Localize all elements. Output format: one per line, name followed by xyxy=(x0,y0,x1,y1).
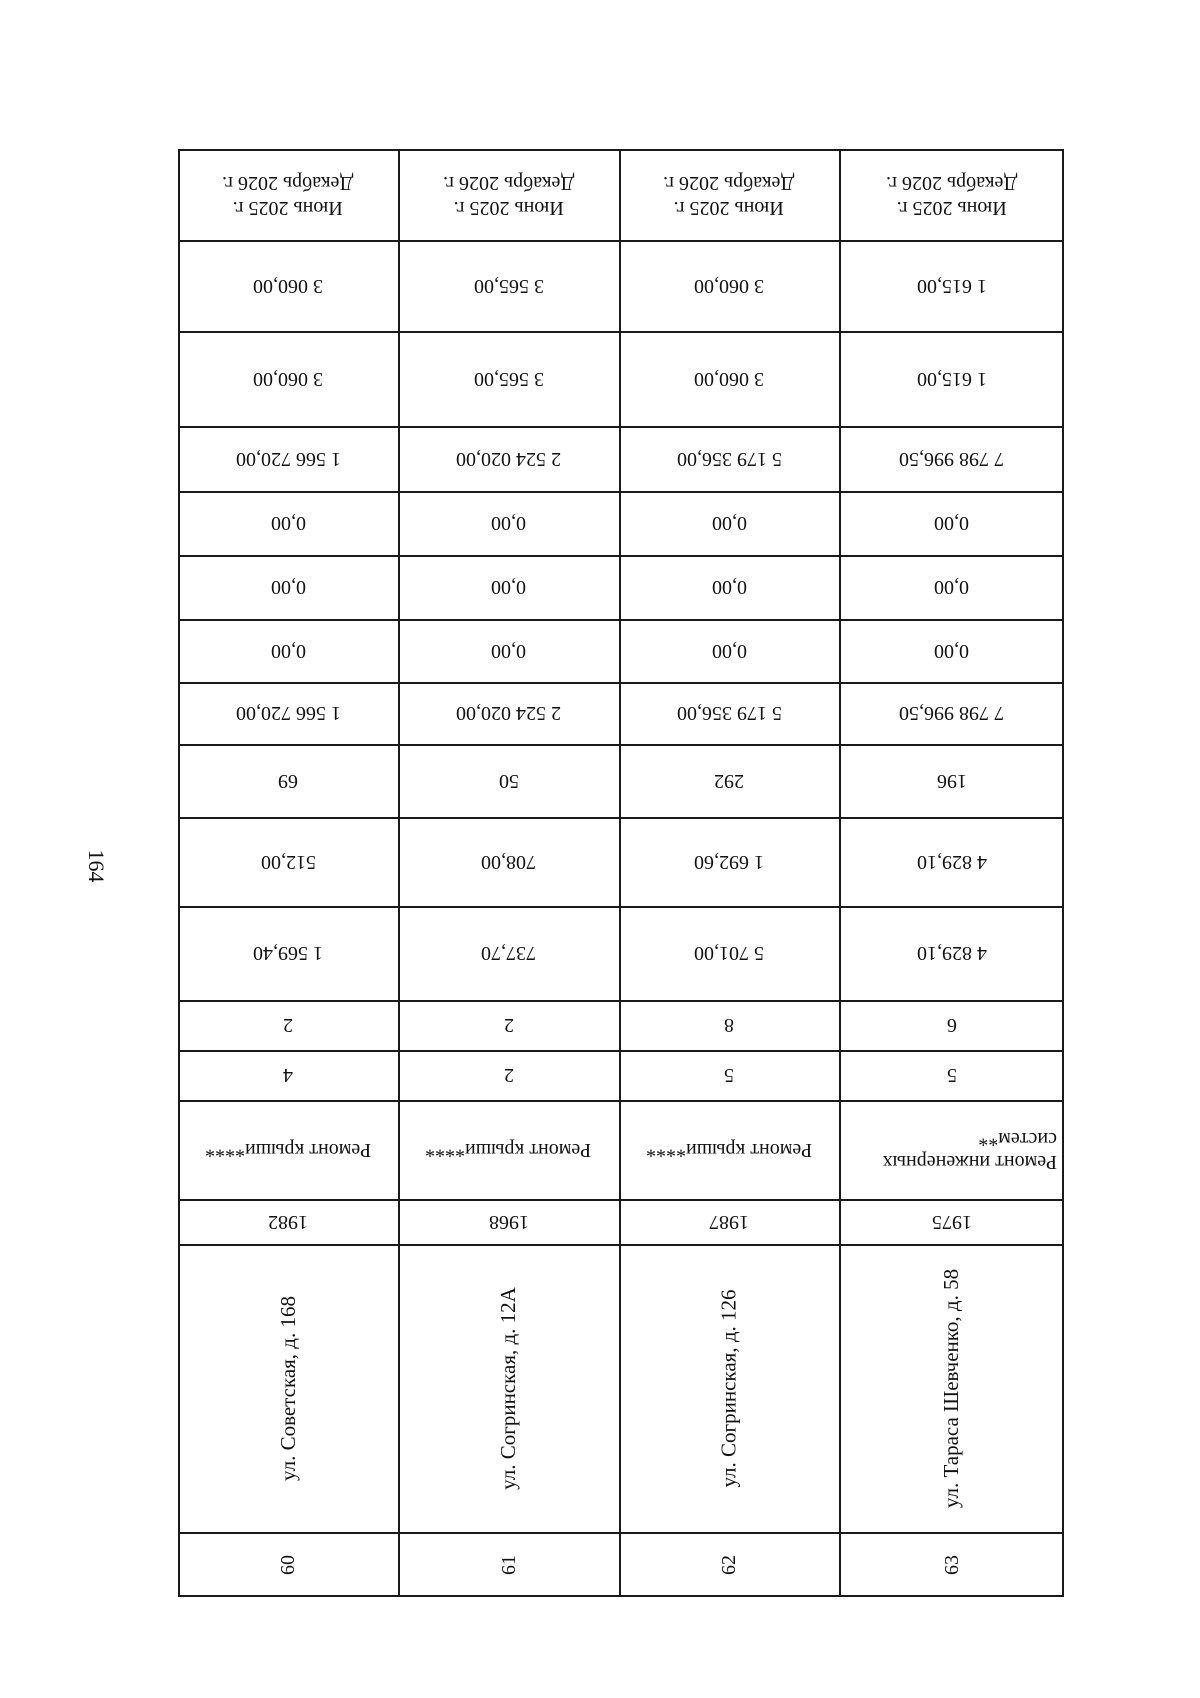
row-number-cell xyxy=(178,1532,398,1597)
fund-federal-cell xyxy=(619,619,839,682)
entrances: 2 xyxy=(503,1014,514,1036)
repair-schedule-table xyxy=(178,149,1064,1597)
work-type-cell xyxy=(398,1100,619,1199)
residents: 292 xyxy=(714,769,744,792)
living-area: 512,00 xyxy=(260,850,316,873)
total-area: 737,70 xyxy=(481,942,536,964)
work-type-cell xyxy=(178,1100,398,1199)
year-cell xyxy=(398,1199,619,1244)
period-end: Декабрь 2026 г. xyxy=(222,171,354,194)
fund-local-cell xyxy=(398,491,619,555)
fund-federal-cell xyxy=(398,619,619,682)
fund-owners: 7 798 996,50 xyxy=(899,447,1004,470)
unit-cost-cell xyxy=(178,331,398,426)
address-cell xyxy=(398,1244,619,1532)
floors-cell xyxy=(839,1050,1064,1100)
period-cell xyxy=(619,149,839,240)
entrances-cell xyxy=(619,1000,839,1050)
year-built: 1982 xyxy=(268,1210,308,1233)
fund-local-cell xyxy=(178,491,398,555)
page-number: 164 xyxy=(84,849,109,883)
fund-local: 0,00 xyxy=(270,512,306,534)
fund-local: 0,00 xyxy=(491,512,526,534)
year-built: 1987 xyxy=(709,1210,749,1233)
work-type: Ремонт инженерных систем** xyxy=(882,1127,1057,1173)
fund-regional: 0,00 xyxy=(934,576,969,598)
limit-cost: 3 060,00 xyxy=(253,274,323,297)
address-cell xyxy=(839,1244,1064,1532)
fund-federal-cell xyxy=(178,619,398,682)
address: ул. Согринская, д. 12А xyxy=(495,1286,520,1490)
row-number-cell xyxy=(398,1532,619,1597)
limit-cost: 3 565,00 xyxy=(473,274,544,297)
row-number-cell xyxy=(839,1532,1064,1597)
fund-owners-cell xyxy=(619,426,839,491)
period-start: Июнь 2025 г. xyxy=(896,196,1007,219)
residents: 69 xyxy=(278,769,298,792)
living-area-cell xyxy=(839,817,1064,906)
fund-owners-cell xyxy=(839,426,1064,491)
total-area-cell xyxy=(839,906,1064,1000)
row-number: 62 xyxy=(718,1554,740,1575)
floors: 5 xyxy=(946,1064,957,1086)
cost-total: 7 798 996,50 xyxy=(899,702,1004,724)
year-built: 1968 xyxy=(488,1210,529,1233)
limit-cost-cell xyxy=(839,240,1064,331)
total-area-cell xyxy=(398,906,619,1000)
residents-cell xyxy=(178,744,398,817)
fund-owners-cell xyxy=(178,426,398,491)
limit-cost-cell xyxy=(619,240,839,331)
year-built: 1975 xyxy=(931,1210,972,1233)
year-cell xyxy=(178,1199,398,1244)
residents: 50 xyxy=(498,769,519,792)
unit-cost: 3 565,00 xyxy=(473,367,544,390)
floors-cell xyxy=(398,1050,619,1100)
residents-cell xyxy=(398,744,619,817)
cost-total-cell xyxy=(178,682,398,744)
period-start: Июнь 2025 г. xyxy=(232,196,344,219)
unit-cost: 1 615,00 xyxy=(916,367,987,390)
work-type: Ремонт крыши**** xyxy=(645,1138,813,1161)
fund-regional-cell xyxy=(178,555,398,619)
fund-regional-cell xyxy=(619,555,839,619)
cost-total: 1 566 720,00 xyxy=(235,702,341,724)
address-cell xyxy=(619,1244,839,1532)
fund-federal: 0,00 xyxy=(491,639,526,662)
fund-regional: 0,00 xyxy=(270,576,306,598)
limit-cost-cell xyxy=(178,240,398,331)
cost-total-cell xyxy=(839,682,1064,744)
cost-total-cell xyxy=(398,682,619,744)
living-area: 4 829,10 xyxy=(916,850,987,873)
limit-cost: 3 060,00 xyxy=(694,274,764,297)
floors: 4 xyxy=(283,1064,293,1086)
row-number: 60 xyxy=(277,1554,299,1575)
floors-cell xyxy=(619,1050,839,1100)
living-area: 1 692,60 xyxy=(694,850,764,873)
fund-local: 0,00 xyxy=(934,512,969,534)
unit-cost-cell xyxy=(619,331,839,426)
fund-owners: 1 566 720,00 xyxy=(235,447,341,470)
fund-regional-cell xyxy=(398,555,619,619)
fund-local: 0,00 xyxy=(711,512,747,534)
total-area: 5 701,00 xyxy=(694,942,764,964)
row-number: 61 xyxy=(497,1554,520,1575)
limit-cost-cell xyxy=(398,240,619,331)
row-number-cell xyxy=(619,1532,839,1597)
work-type: Ремонт крыши**** xyxy=(204,1138,372,1161)
living-area-cell xyxy=(398,817,619,906)
living-area-cell xyxy=(619,817,839,906)
address: ул. Советская, д. 168 xyxy=(275,1295,300,1481)
period-cell xyxy=(398,149,619,240)
fund-owners: 2 524 020,00 xyxy=(456,447,561,470)
total-area-cell xyxy=(619,906,839,1000)
unit-cost: 3 060,00 xyxy=(253,367,323,390)
fund-local-cell xyxy=(839,491,1064,555)
living-area-cell xyxy=(178,817,398,906)
period-start: Июнь 2025 г. xyxy=(453,196,564,219)
entrances-cell xyxy=(178,1000,398,1050)
row-number: 63 xyxy=(940,1554,963,1575)
address: ул. Согринская, д. 126 xyxy=(716,1288,741,1488)
entrances: 8 xyxy=(724,1014,734,1036)
floors-cell xyxy=(178,1050,398,1100)
period-cell xyxy=(839,149,1064,240)
period-end: Декабрь 2026 г. xyxy=(885,171,1018,194)
period-cell xyxy=(178,149,398,240)
year-cell xyxy=(619,1199,839,1244)
fund-federal: 0,00 xyxy=(711,639,747,662)
residents: 196 xyxy=(936,769,967,792)
residents-cell xyxy=(619,744,839,817)
unit-cost-cell xyxy=(839,331,1064,426)
work-type-cell xyxy=(839,1100,1064,1199)
unit-cost-cell xyxy=(398,331,619,426)
cost-total: 5 179 356,00 xyxy=(676,702,782,724)
period-start: Июнь 2025 г. xyxy=(673,196,785,219)
address-cell xyxy=(178,1244,398,1532)
year-cell xyxy=(839,1199,1064,1244)
fund-local-cell xyxy=(619,491,839,555)
floors: 5 xyxy=(724,1064,734,1086)
fund-regional: 0,00 xyxy=(711,576,747,598)
work-type: Ремонт крыши**** xyxy=(425,1138,592,1161)
entrances: 6 xyxy=(946,1014,957,1036)
floors: 2 xyxy=(503,1064,514,1086)
total-area: 1 569,40 xyxy=(253,942,323,964)
cost-total: 2 524 020,00 xyxy=(456,702,561,724)
fund-owners: 5 179 356,00 xyxy=(676,447,782,470)
fund-federal: 0,00 xyxy=(270,639,306,662)
fund-regional-cell xyxy=(839,555,1064,619)
fund-owners-cell xyxy=(398,426,619,491)
entrances-cell xyxy=(398,1000,619,1050)
period-end: Декабрь 2026 г. xyxy=(442,171,575,194)
total-area-cell xyxy=(178,906,398,1000)
work-type-cell xyxy=(619,1100,839,1199)
cost-total-cell xyxy=(619,682,839,744)
total-area: 4 829,10 xyxy=(916,942,987,964)
limit-cost: 1 615,00 xyxy=(916,274,987,297)
fund-federal: 0,00 xyxy=(934,639,969,662)
unit-cost: 3 060,00 xyxy=(694,367,764,390)
entrances-cell xyxy=(839,1000,1064,1050)
fund-federal-cell xyxy=(839,619,1064,682)
living-area: 708,00 xyxy=(481,850,536,873)
residents-cell xyxy=(839,744,1064,817)
entrances: 2 xyxy=(283,1014,293,1036)
period-end: Декабрь 2026 г. xyxy=(663,171,795,194)
fund-regional: 0,00 xyxy=(491,576,526,598)
address: ул. Тараса Шевченко, д. 58 xyxy=(939,1268,963,1508)
